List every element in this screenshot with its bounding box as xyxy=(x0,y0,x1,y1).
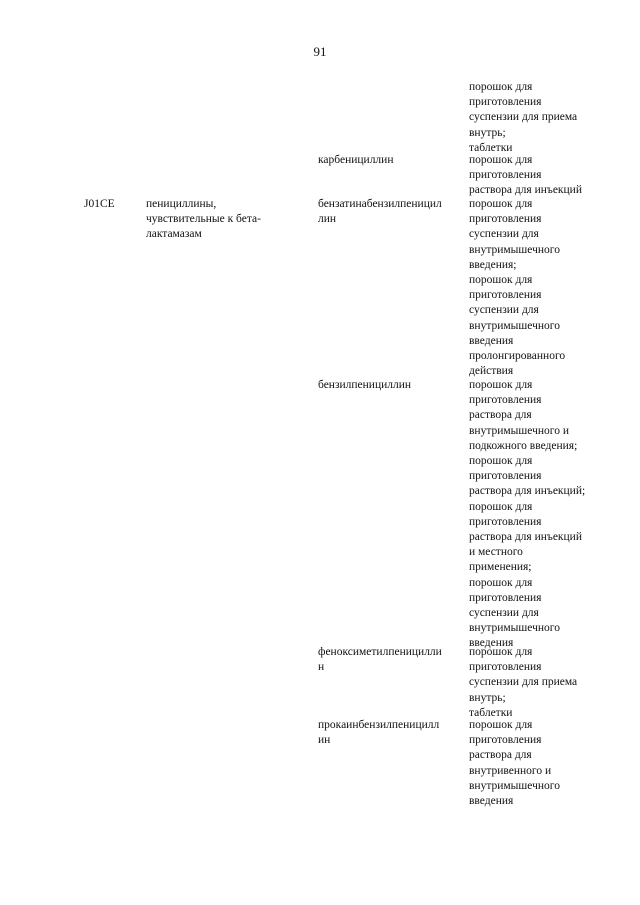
dosage-forms-line: раствора для инъекций; xyxy=(469,485,586,498)
dosage-forms-line: приготовления xyxy=(469,515,542,528)
drug-group-cell xyxy=(146,197,296,243)
dosage-forms-line: порошок для xyxy=(469,576,533,589)
dosage-forms-line: введения xyxy=(469,334,514,347)
drug-group-line: пенициллины, xyxy=(146,198,217,210)
page-number: 91 xyxy=(313,44,327,59)
dosage-forms-cell xyxy=(469,80,634,156)
dosage-forms-line: внутримышечного и xyxy=(469,424,569,437)
dosage-forms-line: раствора для инъекций xyxy=(469,184,582,197)
dosage-forms-line: раствора для xyxy=(469,409,532,422)
drug-name-line: прокаинбензилпеницилл xyxy=(318,719,440,731)
dosage-forms-line: приготовления xyxy=(469,394,542,407)
dosage-forms-line: суспензии для xyxy=(469,304,539,317)
dosage-forms-line: применения; xyxy=(469,561,532,574)
dosage-forms-line: суспензии для xyxy=(469,607,539,620)
dosage-forms-line: раствора для инъекций xyxy=(469,531,582,544)
drug-name-cell xyxy=(318,378,468,393)
dosage-forms-line: подкожного введения; xyxy=(469,439,578,452)
dosage-forms-line: суспензии для xyxy=(469,228,539,241)
dosage-forms-line: таблетки xyxy=(469,141,513,154)
drug-name-line: ин xyxy=(318,734,331,747)
dosage-forms-line: пролонгированного xyxy=(469,350,566,363)
dosage-forms-line: порошок для xyxy=(469,81,533,93)
dosage-forms-line: раствора для xyxy=(469,749,532,762)
dosage-forms-line: порошок для xyxy=(469,379,533,391)
dosage-forms-line: порошок для xyxy=(469,719,533,731)
drug-group-line: чувствительные к бета- xyxy=(146,213,261,226)
drug-name-line: н xyxy=(318,661,325,674)
dosage-forms-line: суспензии для приема xyxy=(469,111,578,124)
dosage-forms-line: внутримышечного xyxy=(469,319,560,332)
dosage-forms-line: суспензии для приема xyxy=(469,676,578,689)
dosage-forms-line: внутрь; xyxy=(469,126,506,139)
dosage-forms-line: порошок для xyxy=(469,274,533,287)
dosage-forms-line: и местного xyxy=(469,546,523,559)
dosage-forms-cell xyxy=(469,153,634,199)
dosage-forms-line: внутривенного и xyxy=(469,764,552,777)
dosage-forms-line: приготовления xyxy=(469,661,542,674)
atc-code-cell xyxy=(84,197,139,212)
dosage-forms-line: приготовления xyxy=(469,591,542,604)
dosage-forms-cell xyxy=(469,645,634,721)
atc-code-line: J01CE xyxy=(84,198,115,210)
dosage-forms-cell xyxy=(469,378,634,652)
dosage-forms-line: приготовления xyxy=(469,96,542,109)
drug-name-line: феноксиметилпеницилли xyxy=(318,646,442,658)
dosage-forms-line: порошок для xyxy=(469,500,533,513)
drug-group-line: лактамазам xyxy=(146,228,202,241)
dosage-forms-line: приготовления xyxy=(469,289,542,302)
dosage-forms-line: введения xyxy=(469,637,514,650)
drug-name-line: бензатинабензилпеницил xyxy=(318,198,442,210)
dosage-forms-line: порошок для xyxy=(469,455,533,468)
dosage-forms-line: введения; xyxy=(469,258,517,271)
dosage-forms-line: приготовления xyxy=(469,213,542,226)
drug-name-cell xyxy=(318,197,468,227)
drug-name-line: карбенициллин xyxy=(318,154,394,166)
dosage-forms-line: действия xyxy=(469,365,514,378)
drug-name-line: бензилпенициллин xyxy=(318,379,412,391)
dosage-forms-line: внутрь; xyxy=(469,691,506,704)
dosage-forms-line: порошок для xyxy=(469,154,533,166)
dosage-forms-line: введения xyxy=(469,795,514,808)
dosage-forms-cell xyxy=(469,718,634,809)
dosage-forms-line: приготовления xyxy=(469,470,542,483)
dosage-forms-line: внутримышечного xyxy=(469,779,560,792)
drug-name-cell xyxy=(318,718,468,748)
dosage-forms-line: приготовления xyxy=(469,734,542,747)
dosage-forms-line: внутримышечного xyxy=(469,243,560,256)
dosage-forms-line: таблетки xyxy=(469,706,513,719)
dosage-forms-line: внутримышечного xyxy=(469,622,560,635)
drug-name-cell xyxy=(318,645,468,675)
dosage-forms-cell xyxy=(469,197,634,379)
drug-name-line: лин xyxy=(318,213,337,226)
dosage-forms-line: порошок для xyxy=(469,198,533,210)
drug-name-cell xyxy=(318,153,468,168)
dosage-forms-line: порошок для xyxy=(469,646,533,658)
dosage-forms-line: приготовления xyxy=(469,169,542,182)
